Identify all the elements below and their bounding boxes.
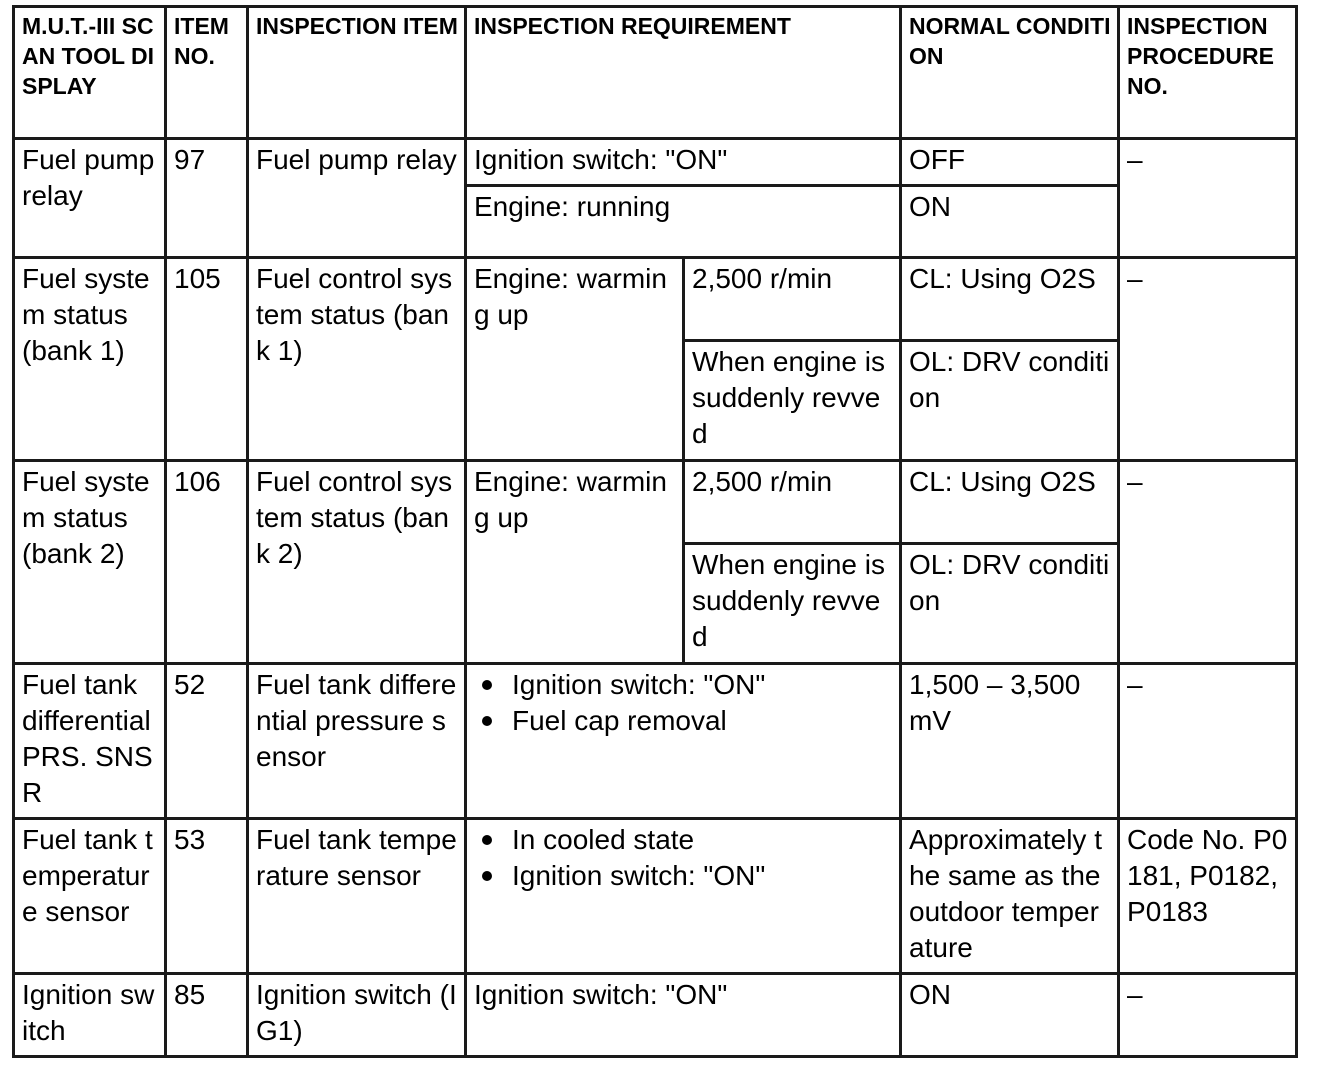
cell-normal: ON [901, 974, 1119, 1057]
cell-requirement: Engine: running [466, 186, 901, 258]
cell-requirement [466, 819, 901, 974]
cell-item: Ignition switch (IG1) [248, 974, 466, 1057]
header-item: INSPECTION ITEM [248, 7, 466, 139]
cell-procedure: – [1119, 139, 1297, 258]
cell-item: Fuel pump relay [248, 139, 466, 258]
cell-requirement [466, 664, 901, 819]
cell-item-no: 85 [166, 974, 248, 1057]
cell-item-no: 53 [166, 819, 248, 974]
cell-condition: When engine is suddenly revved [684, 544, 901, 664]
cell-display: Ignition switch [14, 974, 166, 1057]
list-item: In cooled state [512, 822, 893, 858]
cell-condition: 2,500 r/min [684, 258, 901, 341]
cell-normal: CL: Using O2S [901, 461, 1119, 544]
table-row [14, 139, 1297, 186]
inspection-table [12, 5, 1298, 1058]
header-display: M.U.T.-III SCAN TOOL DISPLAY [14, 7, 166, 139]
table-row [14, 664, 1297, 819]
cell-procedure: – [1119, 461, 1297, 664]
cell-display: Fuel pump relay [14, 139, 166, 258]
cell-item: Fuel control system status (bank 2) [248, 461, 466, 664]
requirement-list [474, 667, 893, 739]
cell-procedure: – [1119, 258, 1297, 461]
cell-condition: 2,500 r/min [684, 461, 901, 544]
cell-procedure: – [1119, 974, 1297, 1057]
list-item: Fuel cap removal [512, 703, 893, 739]
header-procedure: INSPECTION PROCEDURE NO. [1119, 7, 1297, 139]
cell-normal: OL: DRV condition [901, 341, 1119, 461]
cell-procedure: – [1119, 664, 1297, 819]
cell-item-no: 52 [166, 664, 248, 819]
header-row [14, 7, 1297, 139]
table-row [14, 974, 1297, 1057]
header-normal: NORMAL CONDITION [901, 7, 1119, 139]
header-requirement: INSPECTION REQUIREMENT [466, 7, 901, 139]
table-row [14, 258, 1297, 341]
list-item: Ignition switch: "ON" [512, 667, 893, 703]
cell-display: Fuel tank temperature sensor [14, 819, 166, 974]
cell-item-no: 97 [166, 139, 248, 258]
table-row [14, 819, 1297, 974]
cell-display: Fuel system status (bank 1) [14, 258, 166, 461]
cell-item: Fuel tank temperature sensor [248, 819, 466, 974]
cell-normal: OL: DRV condition [901, 544, 1119, 664]
header-item-no: ITEM NO. [166, 7, 248, 139]
cell-condition: When engine is suddenly revved [684, 341, 901, 461]
cell-requirement: Engine: warming up [466, 258, 684, 461]
cell-item-no: 106 [166, 461, 248, 664]
cell-requirement: Ignition switch: "ON" [466, 139, 901, 186]
cell-normal: ON [901, 186, 1119, 258]
table-row [14, 461, 1297, 544]
cell-requirement: Ignition switch: "ON" [466, 974, 901, 1057]
cell-item: Fuel control system status (bank 1) [248, 258, 466, 461]
cell-normal: OFF [901, 139, 1119, 186]
cell-display: Fuel tank differential PRS. SNSR [14, 664, 166, 819]
cell-item: Fuel tank differential pressure sensor [248, 664, 466, 819]
cell-item-no: 105 [166, 258, 248, 461]
cell-display: Fuel system status (bank 2) [14, 461, 166, 664]
cell-normal: 1,500 – 3,500 mV [901, 664, 1119, 819]
requirement-list [474, 822, 893, 894]
cell-normal: CL: Using O2S [901, 258, 1119, 341]
list-item: Ignition switch: "ON" [512, 858, 893, 894]
cell-procedure: Code No. P0181, P0182, P0183 [1119, 819, 1297, 974]
cell-requirement: Engine: warming up [466, 461, 684, 664]
cell-normal: Approximately the same as the outdoor temperature [901, 819, 1119, 974]
